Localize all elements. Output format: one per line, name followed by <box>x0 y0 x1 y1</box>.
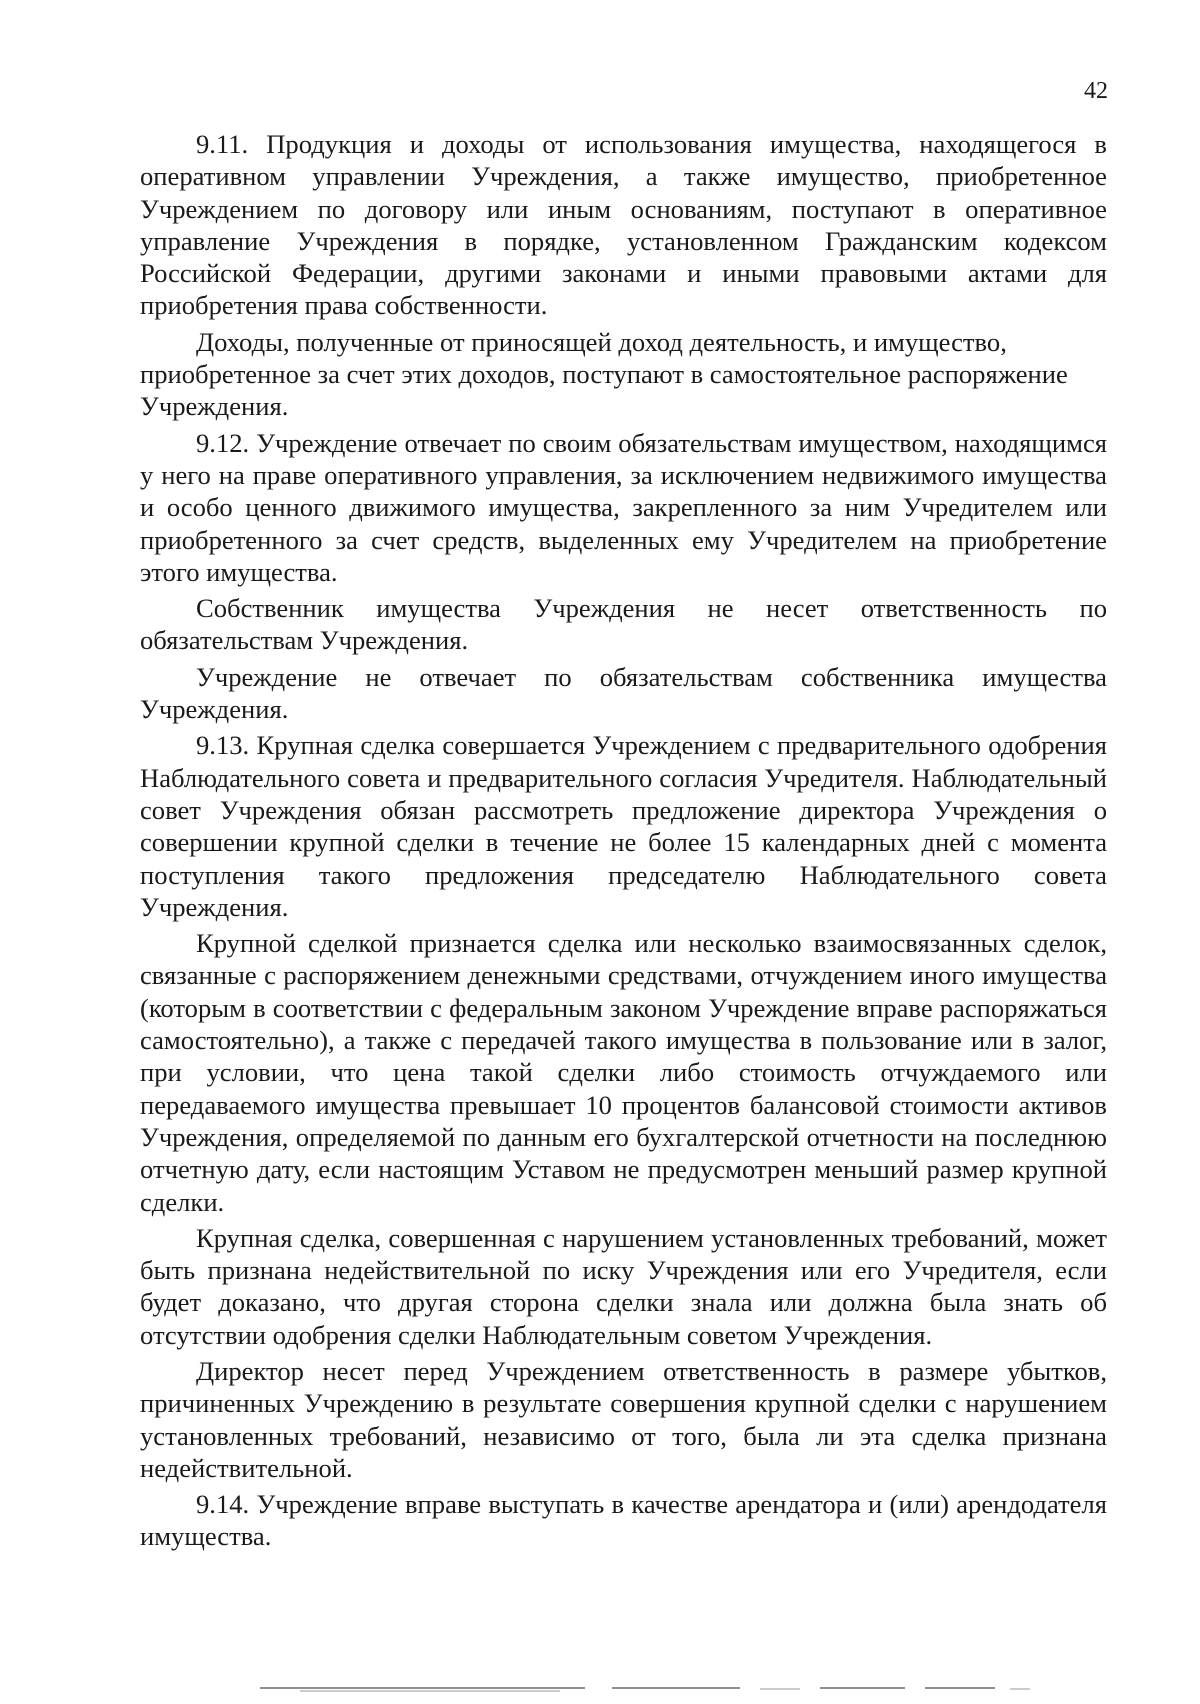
paragraph-major-deal-invalid: Крупная сделка, совершенная с нарушением установленных требований, может быть признана недействительной по иску Учреждения или его Учредителя, если будет доказано, что другая сторона сделки знала или должна была знать об отсутствии одобрения сделки Наблюдательным советом Учреждения. <box>140 1222 1107 1350</box>
paragraph-9-14: 9.14. Учреждение вправе выступать в качестве арендатора и (или) арендодателя имущества. <box>140 1489 1107 1552</box>
paragraph-major-deal-definition: Крупной сделкой признается сделка или несколько взаимосвязанных сделок, связанные с распоряжением денежными средствами, отчуждением иного имущества (которым в соответствии с федеральным законом Учреждение вправе распоряжаться самостоятельно), а также с передачей такого имущества в пользование или в залог, при условии, что цена такой сделки либо стоимость отчуждаемого или передаваемого имущества превышает 10 процентов балансовой стоимости активов Учреждения, определяемой по данным его бухгалтерской отчетности на последнюю отчетную дату, если настоящим Уставом не предусмотрен меньший размер крупной сделки. <box>140 928 1107 1217</box>
paragraph-9-11: 9.11. Продукция и доходы от использования имущества, находящегося в оперативном управлении Учреждения, а также имущество, приобретенное Учреждением по договору или иным основаниям, поступают в оперативное управление Учреждения в порядке, установленном Гражданским кодексом Российской Федерации, другими законами и иными правовыми актами для приобретения права собственности. <box>140 129 1107 321</box>
paragraph-income: Доходы, полученные от приносящей доход деятельность, и имущество, приобретенное за счет этих доходов, поступают в самостоятельное распоряжение Учреждения. <box>140 326 1068 422</box>
document-body <box>140 128 1107 1553</box>
scan-edge-lines <box>0 1680 1200 1704</box>
paragraph-institution-liability: Учреждение не отвечает по обязательствам собственника имущества Учреждения. <box>140 661 1107 725</box>
paragraph-owner-liability: Собственник имущества Учреждения не несет ответственность по обязательствам Учреждения. <box>140 593 1107 656</box>
paragraph-9-13: 9.13. Крупная сделка совершается Учреждением с предварительного одобрения Наблюдательного совета и предварительного согласия Учредителя. Наблюдательный совет Учреждения обязан рассмотреть предложение директора Учреждения о совершении крупной сделки в течение не более 15 календарных дней с момента поступления такого предложения председателю Наблюдательного совета Учреждения. <box>140 730 1107 922</box>
paragraph-director-liability: Директор несет перед Учреждением ответственность в размере убытков, причиненных Учреждению в результате совершения крупной сделки с нарушением установленных требований, независимо от того, была ли эта сделка признана недействительной. <box>140 1355 1107 1483</box>
paragraph-9-12: 9.12. Учреждение отвечает по своим обязательствам имуществом, находящимся у него на праве оперативного управления, за исключением недвижимого имущества и особо ценного движимого имущества, закрепленного за ним Учредителем или приобретенного за счет средств, выделенных ему Учредителем на приобретение этого имущества. <box>140 427 1107 587</box>
page-number: 42 <box>1084 78 1108 104</box>
